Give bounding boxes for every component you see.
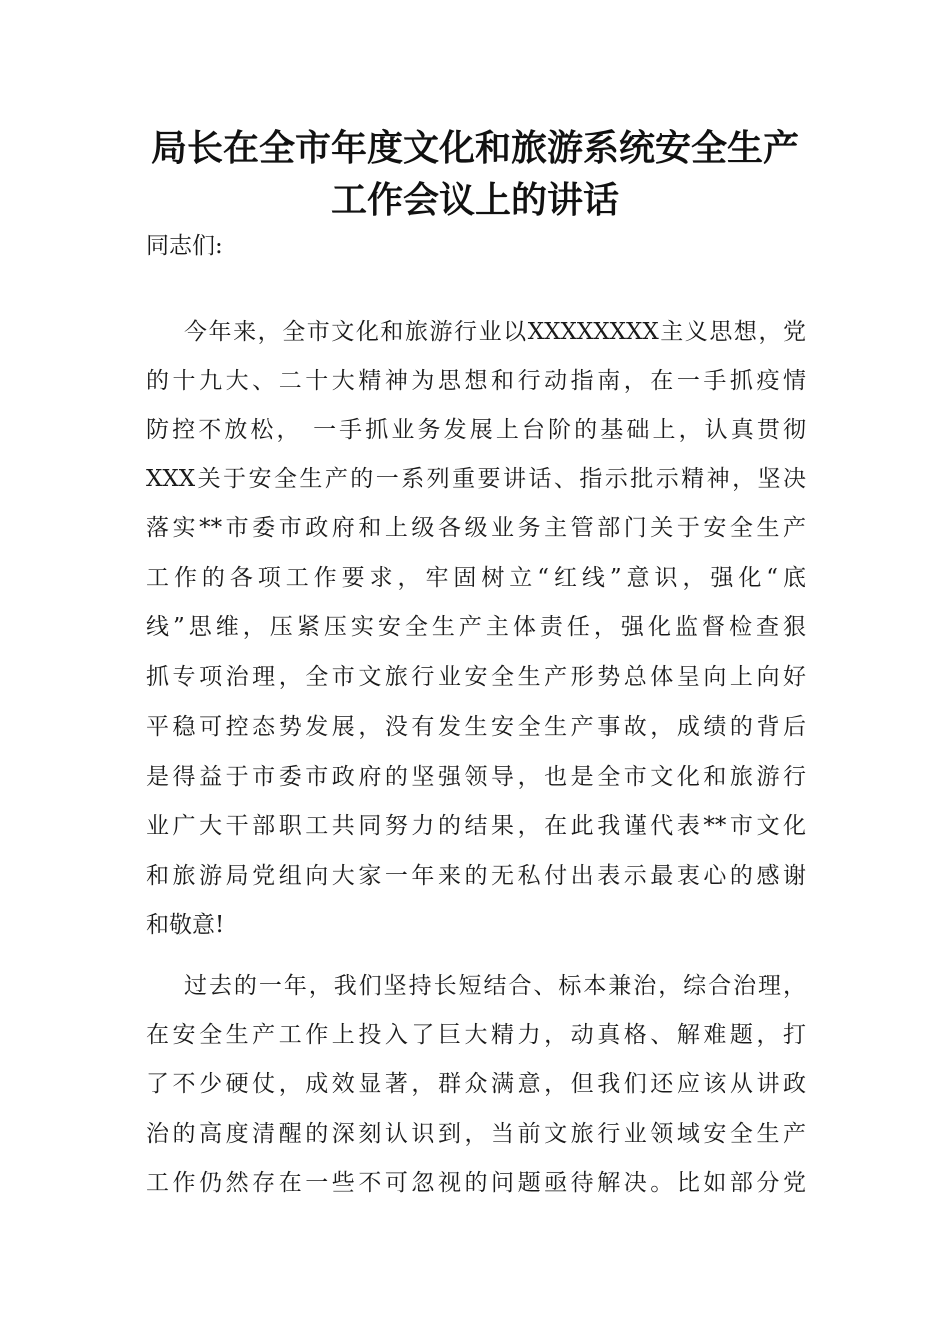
- paragraph-line: 在安全生产工作上投入了巨大精力，动真格、解难题，打: [146, 1022, 806, 1048]
- paragraph-line: 和旅游局党组向大家一年来的无私付出表示最衷心的感谢: [146, 863, 806, 889]
- paragraph-line: 过去的一年，我们坚持长短结合、标本兼治，综合治理，: [184, 973, 806, 999]
- paragraph-line: 是得益于市委市政府的坚强领导，也是全市文化和旅游行: [146, 764, 806, 790]
- paragraph-line: 的十九大、二十大精神为思想和行动指南，在一手抓疫情: [146, 368, 806, 394]
- paragraph-line: 工作仍然存在一些不可忽视的问题亟待解决。比如部分党: [146, 1170, 806, 1196]
- paragraph-line: 业广大干部职工共同努力的结果，在此我谨代表**市文化: [146, 813, 806, 839]
- paragraph-line: 抓专项治理，全市文旅行业安全生产形势总体呈向上向好: [146, 664, 806, 690]
- paragraph-line: 今年来，全市文化和旅游行业以XXXXXXXX主义思想，党: [184, 319, 806, 345]
- paragraph-line: 落实**市委市政府和上级各级业务主管部门关于安全生产: [146, 515, 806, 541]
- paragraph-line: 平稳可控态势发展，没有发生安全生产事故，成绩的背后: [146, 714, 806, 740]
- paragraph-line: 工作的各项工作要求，牢固树立“红线”意识，强化“底: [146, 565, 806, 591]
- document-title-line-1: 局长在全市年度文化和旅游系统安全生产: [150, 127, 799, 169]
- paragraph-line: 线”思维，压紧压实安全生产主体责任，强化监督检查狠: [146, 614, 806, 640]
- paragraph-line: XXX关于安全生产的一系列重要讲话、指示批示精神，坚决: [146, 466, 806, 492]
- paragraph-line: 和敬意!: [146, 912, 225, 938]
- paragraph-line: 治的高度清醒的深刻认识到，当前文旅行业领域安全生产: [146, 1121, 806, 1147]
- salutation: 同志们:: [146, 233, 223, 259]
- paragraph-line: 了不少硬仗，成效显著，群众满意，但我们还应该从讲政: [146, 1071, 806, 1097]
- document-title-line-2: 工作会议上的讲话: [330, 179, 619, 221]
- paragraph-line: 防控不放松， 一手抓业务发展上台阶的基础上，认真贯彻: [146, 417, 806, 443]
